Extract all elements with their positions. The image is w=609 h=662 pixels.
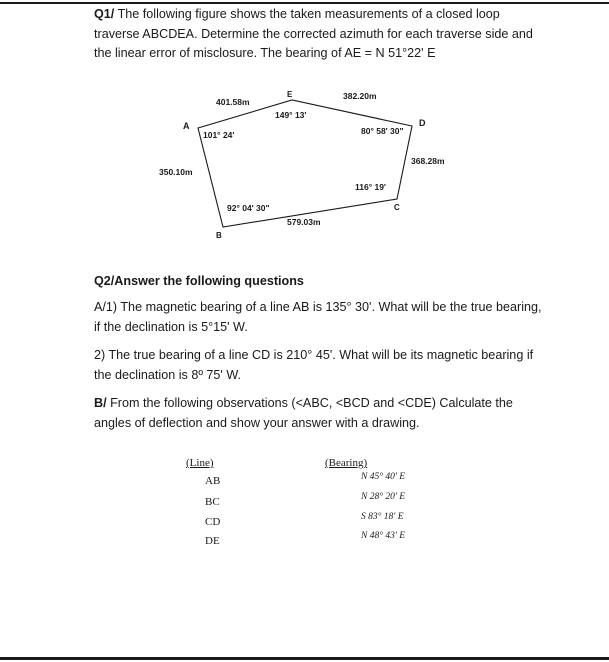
question-2-a1: A/1) The magnetic bearing of a line AB is 135° 30'. What will be the true bearing, if the declination is 5°15' W. [94, 300, 542, 334]
angle-a-value: 101° 24' [203, 130, 235, 140]
point-e-label: E [287, 90, 293, 99]
table-row-bearing: N 45° 40' E [361, 472, 406, 482]
q1-label: Q1/ [94, 7, 115, 21]
point-a-label: A [183, 121, 190, 131]
side-ba-length: 350.10m [159, 167, 193, 177]
side-ae-length: 401.58m [216, 97, 250, 107]
side-dc-length: 368.28m [411, 156, 445, 166]
point-c-label: C [394, 203, 400, 212]
table-row-bearing: N 28° 20' E [361, 492, 406, 502]
point-b-label: B [216, 231, 222, 240]
table-row-line: DE [205, 535, 220, 547]
angle-b-value: 92° 04' 30" [227, 203, 270, 213]
table-header-line: (Line) [186, 457, 214, 469]
b-text: From the following observations (<ABC, <BCD and <CDE) Calculate the angles of deflection and show your answer with a drawing. [94, 396, 513, 430]
table-row-line: AB [205, 475, 221, 487]
b-label: B/ [94, 396, 107, 410]
bottom-border-line [0, 657, 609, 660]
side-ed-length: 382.20m [343, 91, 377, 101]
point-d-label: D [419, 118, 426, 128]
angle-e-value: 149° 13' [275, 110, 307, 120]
table-header-bearing: (Bearing) [325, 457, 368, 469]
angle-d-value: 80° 58' 30" [361, 126, 404, 136]
table-row-bearing: N 48° 43' E [361, 531, 406, 541]
table-row-bearing: S 83° 18' E [361, 512, 404, 522]
question-2-heading: Q2/Answer the following questions [94, 274, 304, 288]
question-2-a2: 2) The true bearing of a line CD is 210° 45'. What will be its magnetic bearing if the declination is 8º 75' W. [94, 348, 534, 382]
table-row-line: CD [205, 516, 221, 528]
table-row-line: BC [205, 496, 220, 508]
q1-text: The following figure shows the taken measurements of a closed loop traverse ABCDEA. Determine the corrected azimuth for each traverse side and the linear error of misclosure. The bearing of AE = N 51°22' E [94, 7, 533, 60]
angle-c-value: 116° 19' [355, 182, 386, 192]
side-cb-length: 579.03m [287, 217, 321, 227]
